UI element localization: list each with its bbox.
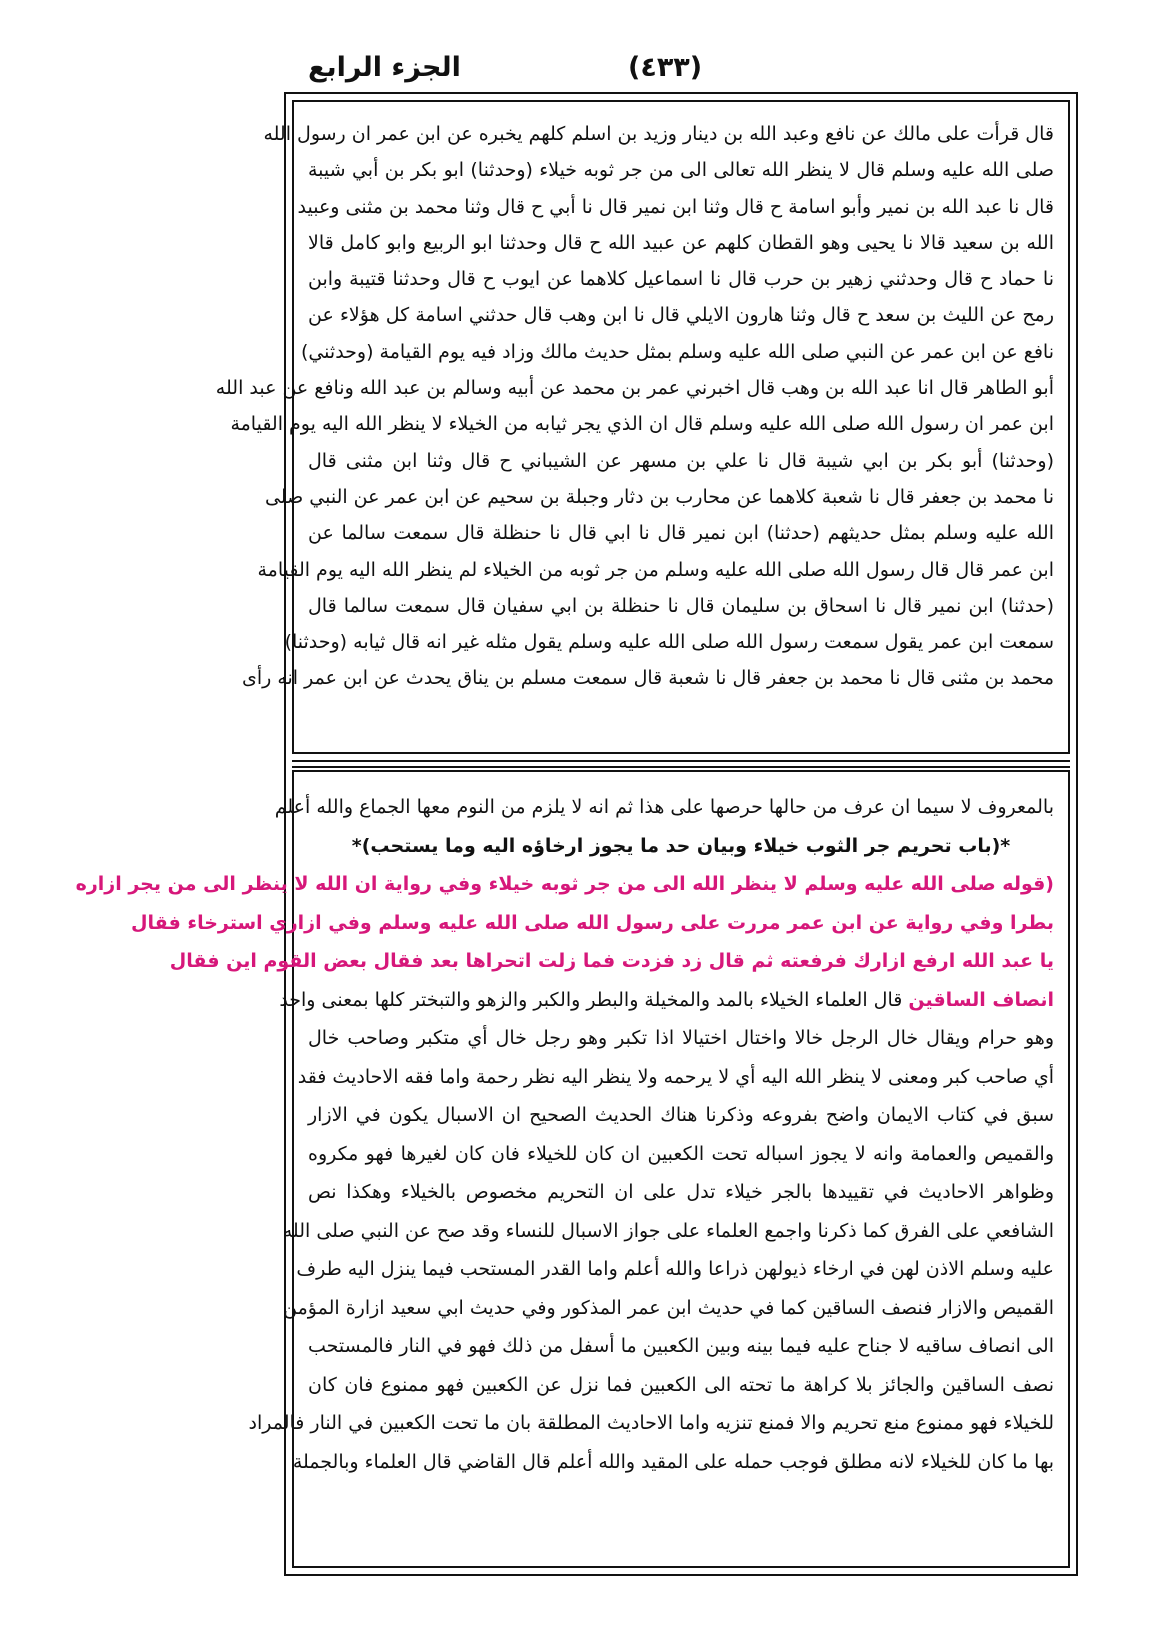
hadith-line: أبو الطاهر قال انا عبد الله بن وهب قال اخبرني عمر بن محمد عن أبيه وسالم بن عبد الله ونافع عن عبد الله [215,377,1054,400]
hadith-line: محمد بن مثنى قال نا محمد بن جعفر قال نا شعبة قال سمعت مسلم بن يناق يحدث عن ابن عمر انه رأى [241,667,1054,690]
hadith-line: نا حماد ح قال وحدثني زهير بن حرب قال نا اسماعيل كلاهما عن ايوب ح قال وحدثنا قتيبة وابن [308,268,1054,291]
panel-separator [292,760,1070,768]
header-part-title: الجزء الرابع [308,52,461,83]
commentary-phrase: قال العلماء الخيلاء بالمد والمخيلة والبطر والكبر والزهو والتبختر كلها بمعنى واحد [279,988,903,1011]
hadith-line: الله عليه وسلم بمثل حديثهم (حدثنا) ابن نمير قال نا ابي قال نا حنظلة قال سمعت سالما عن [308,522,1054,545]
commentary-line: وظواهر الاحاديث في تقييدها بالجر خيلاء تدل على ان التحريم مخصوص بالخيلاء وهكذا نص [308,1181,1054,1203]
hadith-line: رمح عن الليث بن سعد ح قال وثنا هارون الايلي قال نا ابن وهب قال حدثني اسامة كل هؤلاء عن [308,304,1054,327]
hadith-line: ابن عمر ان رسول الله صلى الله عليه وسلم قال ان الذي يجر ثيابه من الخيلاء لا ينظر الله اليه يوم القيامة [230,413,1054,436]
header-page-number: (٤٣٣) [628,52,703,83]
commentary-line: القميص والازار فنصف الساقين كما في حديث ابن عمر المذكور وفي حديث ابي سعيد ازارة المؤمن [283,1296,1054,1319]
hadith-panel [215,100,1070,754]
commentary-line: أي صاحب كبر ومعنى لا ينظر الله اليه أي لا يرحمه ولا ينظر اليه نظر رحمة واما فقه الاحاديث فقد [297,1065,1054,1088]
commentary-text [75,772,1068,1481]
hadith-line: نافع عن ابن عمر عن النبي صلى الله عليه وسلم بمثل حديث مالك وزاد فيه يوم القيامة (وحدثني) [300,340,1054,363]
hadith-line: الله بن سعيد قالا نا يحيى وهو القطان كلهم عن عبيد الله ح قال وحدثنا ابو الربيع وابو كامل قالا [308,231,1054,254]
hadith-line: صلى الله عليه وسلم قال لا ينظر الله تعالى الى من جر ثوبه خيلاء (وحدثنا) ابو بكر بن أبي شيبة [308,159,1054,182]
commentary-intro-line: بالمعروف لا سيما ان عرف من حالها حرصها على هذا ثم انه لا يلزم من النوم معها الجماع والله أعلم [274,796,1054,818]
hadith-line: (حدثنا) ابن نمير قال نا اسحاق بن سليمان قال نا حنظلة بن ابي سفيان قال سمعت سالما قال [308,594,1054,617]
page-frame [75,92,1078,1576]
commentary-line: بها ما كان للخيلاء لانه مطلق فوجب حمله على المقيد والله أعلم قال القاضي قال العلماء وبالجملة [292,1450,1054,1473]
commentary-line: الشافعي على الفرق كما ذكرنا واجمع العلماء على جواز الاسبال للنساء وقد صح عن النبي صلى الله [282,1219,1054,1242]
commentary-mixed-line [279,981,1054,1020]
commentary-line: عليه وسلم الاذن لهن في ارخاء ذيولهن ذراعا والله أعلم واما القدر المستحب فيما ينزل اليه طرف [296,1258,1054,1280]
hadith-line: نا محمد بن جعفر قال نا شعبة كلاهما عن محارب بن دثار وجبلة بن سحيم عن ابن عمر عن النبي صلى [264,485,1054,508]
commentary-red-line: بطرا وفي رواية عن ابن عمر مررت على رسول الله صلى الله عليه وسلم وفي ازاري استرخاء فقال [131,911,1054,934]
hadith-text [215,102,1068,697]
commentary-red-line: (قوله صلى الله عليه وسلم لا ينظر الله الى من جر ثوبه خيلاء وفي رواية ان الله لا ينظر الى من يجر ازاره [75,873,1054,895]
hadith-line: ابن عمر قال قال رسول الله صلى الله عليه وسلم من جر ثوبه من الخيلاء لم ينظر الله اليه يوم القيامة [257,558,1054,581]
chapter-heading: *(باب تحريم جر الثوب خيلاء وبيان حد ما يجوز ارخاؤه اليه وما يستحب)* [351,834,1011,857]
hadith-line: قال قرأت على مالك عن نافع وعبد الله بن دينار وزيد بن اسلم كلهم يخبره عن ابن عمر ان رسول الله [263,123,1054,145]
commentary-red-phrase: انصاف الساقين [908,988,1054,1011]
commentary-line: والقميص والعمامة وانه لا يجوز اسباله تحت الكعبين ان كان للخيلاء فان كان لغيرها فهو مكروه [308,1142,1054,1165]
commentary-panel [75,770,1070,1568]
commentary-line: نصف الساقين والجائز بلا كراهة ما تحته الى الكعبين فما نزل عن الكعبين فهو ممنوع فان كان [308,1373,1054,1396]
commentary-line: وهو حرام ويقال خال الرجل خالا واختال اختيالا اذا تكبر وهو رجل خال أي متكبر وصاحب خال [308,1027,1054,1049]
commentary-line: سبق في كتاب الايمان واضح بفروعه وذكرنا هناك الحديث الصحيح ان الاسبال يكون في الازار [308,1104,1054,1126]
hadith-line: سمعت ابن عمر يقول سمعت رسول الله صلى الله عليه وسلم يقول مثله غير انه قال ثيابه (وحدثنا) [284,631,1054,654]
commentary-line: للخيلاء فهو ممنوع منع تحريم والا فمنع تنزيه واما الاحاديث المطلقة بان ما تحت الكعبين في النار فالمراد [248,1412,1054,1434]
commentary-red-line: يا عبد الله ارفع ازارك فرفعته ثم قال زد فزدت فما زلت اتحراها بعد فقال بعض القوم اين فقال [169,950,1054,972]
commentary-line: الى انصاف ساقيه لا جناح عليه فيما بينه وبين الكعبين ما أسفل من ذلك فهو في النار فالمستحب [308,1335,1054,1357]
hadith-line: (وحدثنا) أبو بكر بن ابي شيبة قال نا علي بن مسهر عن الشيباني ح قال وثنا ابن مثنى قال [308,449,1054,472]
hadith-line: قال نا عبد الله بن نمير وأبو اسامة ح قال وثنا ابن نمير قال نا أبي ح قال وثنا محمد بن مثنى وعبيد [297,195,1054,218]
